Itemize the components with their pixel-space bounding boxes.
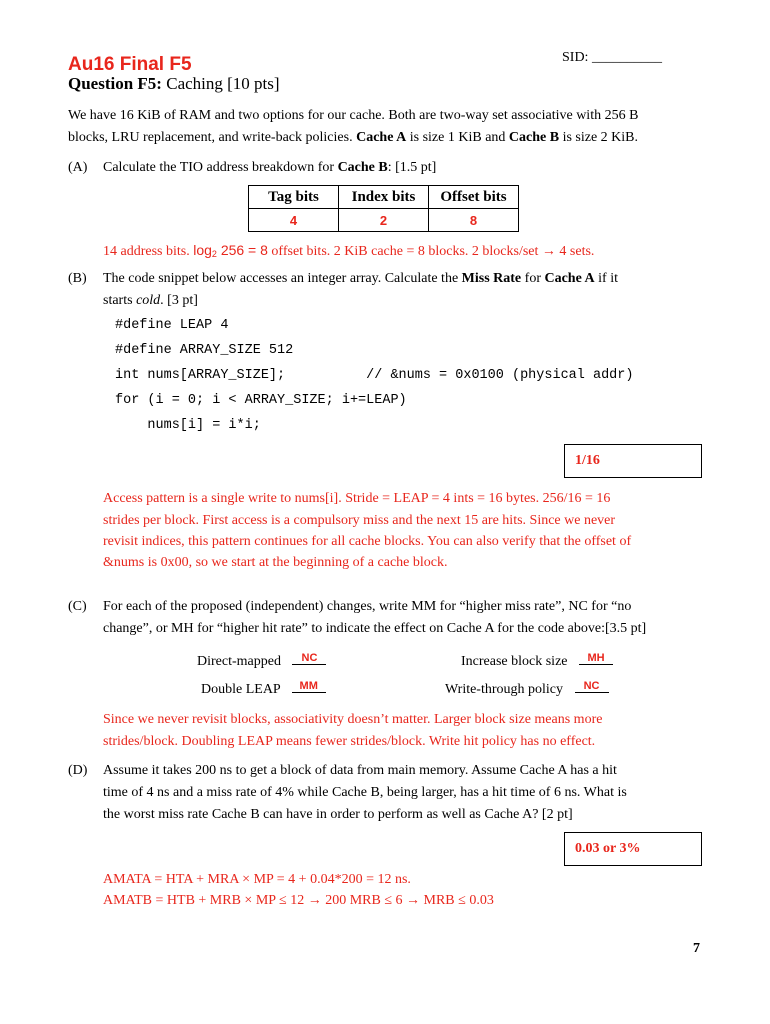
part-c-prompt-2: change”, or MH for “higher hit rate” to indicate the effect on Cache A for the code above:[3.5 pt] [103, 621, 647, 636]
part-b-explanation-2: strides per block. First access is a compulsory miss and the next 15 are hits. Since we never [103, 513, 616, 528]
exam-title: Au16 Final F5 [68, 54, 192, 75]
answer-blank[interactable]: NC [292, 652, 326, 665]
change-label: Direct-mapped [197, 654, 281, 669]
part-b-label: (B) [68, 271, 87, 286]
part-d-label: (D) [68, 763, 88, 778]
part-a-explanation [103, 239, 594, 265]
change-label: Increase block size [461, 654, 568, 669]
part-b-text: The code snippet below accesses an integer array. Calculate the [103, 271, 459, 286]
part-b-text: for [524, 271, 541, 286]
sid-label: SID: __________ [562, 50, 662, 65]
log-text: log [193, 242, 212, 258]
code-line-2: #define ARRAY_SIZE 512 [115, 343, 294, 358]
intro-text: blocks, LRU replacement, and write-back policies. [68, 130, 353, 145]
change-double-leap [201, 682, 326, 698]
index-bits-header: Index bits [339, 186, 429, 209]
log-expression [193, 242, 268, 258]
part-b-text: if it [598, 271, 618, 286]
change-direct-mapped [197, 654, 326, 670]
answer-blank[interactable]: MM [292, 680, 326, 693]
explanation-text: offset bits. 2 KiB cache = 8 blocks. 2 blocks/set → 4 sets. [271, 244, 595, 259]
tio-table [248, 185, 519, 232]
change-write-through [445, 682, 609, 698]
code-line-1: #define LEAP 4 [115, 318, 229, 333]
intro-text: is size 2 KiB. [562, 130, 639, 145]
part-d-prompt-1: Assume it takes 200 ns to get a block of data from main memory. Assume Cache A has a hit [103, 763, 617, 778]
part-b-explanation-1: Access pattern is a single write to nums[i]. Stride = LEAP = 4 ints = 16 bytes. 256/16 = 16 [103, 491, 611, 506]
part-d-answer: 0.03 or 3% [575, 841, 641, 856]
offset-bits-header: Offset bits [429, 186, 519, 209]
part-a-prompt [103, 157, 436, 179]
part-d-prompt-3: the worst miss rate Cache B can have in order to perform as well as Cache A? [2 pt] [103, 807, 573, 822]
question-label: Question F5: [68, 74, 162, 93]
question-title: Caching [166, 74, 223, 93]
intro-text: is size 1 KiB and [409, 130, 506, 145]
intro-line-2 [68, 127, 638, 149]
offset-bits-value: 8 [429, 209, 519, 232]
code-line-5: nums[i] = i*i; [115, 418, 261, 433]
change-label: Write-through policy [445, 682, 564, 697]
part-c-prompt-1: For each of the proposed (independent) changes, write MM for “higher miss rate”, NC for “no [103, 599, 632, 614]
change-label: Double LEAP [201, 682, 281, 697]
part-d-answer-box [564, 832, 702, 866]
cache-a-term: Cache A [544, 271, 595, 286]
amat-b-equation: AMATB = HTB + MRB × MP ≤ 12 → 200 MRB ≤ 6 → MRB ≤ 0.03 [103, 893, 494, 908]
page-number: 7 [693, 941, 700, 956]
part-c-explanation-1: Since we never revisit blocks, associativity doesn’t matter. Larger block size means more [103, 712, 603, 727]
cache-b-term: Cache B [337, 160, 388, 175]
tag-bits-value: 4 [249, 209, 339, 232]
part-a-text: Calculate the TIO address breakdown for [103, 160, 335, 175]
cache-a-term: Cache A [356, 130, 407, 145]
tag-bits-header: Tag bits [249, 186, 339, 209]
miss-rate-term: Miss Rate [461, 271, 522, 286]
part-a-points: : [1.5 pt] [387, 160, 437, 175]
part-b-prompt-2 [103, 290, 198, 312]
cold-term: cold [136, 293, 161, 308]
answer-blank[interactable]: MH [579, 652, 613, 665]
part-b-explanation-4: &nums is 0x00, so we start at the beginning of a cache block. [103, 555, 448, 570]
part-c-label: (C) [68, 599, 87, 614]
code-line-3: int nums[ARRAY_SIZE]; // &nums = 0x0100 (physical addr) [115, 368, 634, 383]
code-line-4: for (i = 0; i < ARRAY_SIZE; i+=LEAP) [115, 393, 407, 408]
change-increase-block-size [461, 654, 613, 670]
part-b-text: starts [103, 293, 133, 308]
part-b-answer: 1/16 [575, 453, 600, 468]
index-bits-value: 2 [339, 209, 429, 232]
cache-b-term: Cache B [508, 130, 560, 145]
part-d-prompt-2: time of 4 ns and a miss rate of 4% while Cache B, being larger, has a hit time of 6 ns. What is [103, 785, 627, 800]
part-b-points: . [3 pt] [160, 293, 198, 308]
part-c-explanation-2: strides/block. Doubling LEAP means fewer strides/block. Write hit policy has no effect. [103, 734, 596, 749]
explanation-text: 14 address bits. [103, 244, 190, 259]
part-a-label: (A) [68, 160, 88, 175]
log-value: 256 = 8 [220, 242, 268, 258]
part-b-prompt-1 [103, 268, 618, 290]
part-b-answer-box [564, 444, 702, 478]
intro-line-1: We have 16 KiB of RAM and two options for our cache. Both are two-way set associative with 256 B [68, 108, 639, 123]
question-heading [68, 74, 280, 94]
question-points: [10 pts] [227, 74, 280, 93]
amat-a-equation: AMATA = HTA + MRA × MP = 4 + 0.04*200 = 12 ns. [103, 872, 411, 887]
log-base: 2 [211, 249, 217, 259]
answer-blank[interactable]: NC [575, 680, 609, 693]
part-b-explanation-3: revisit indices, this pattern continues for all cache blocks. You can also verify that the offset of [103, 534, 632, 549]
